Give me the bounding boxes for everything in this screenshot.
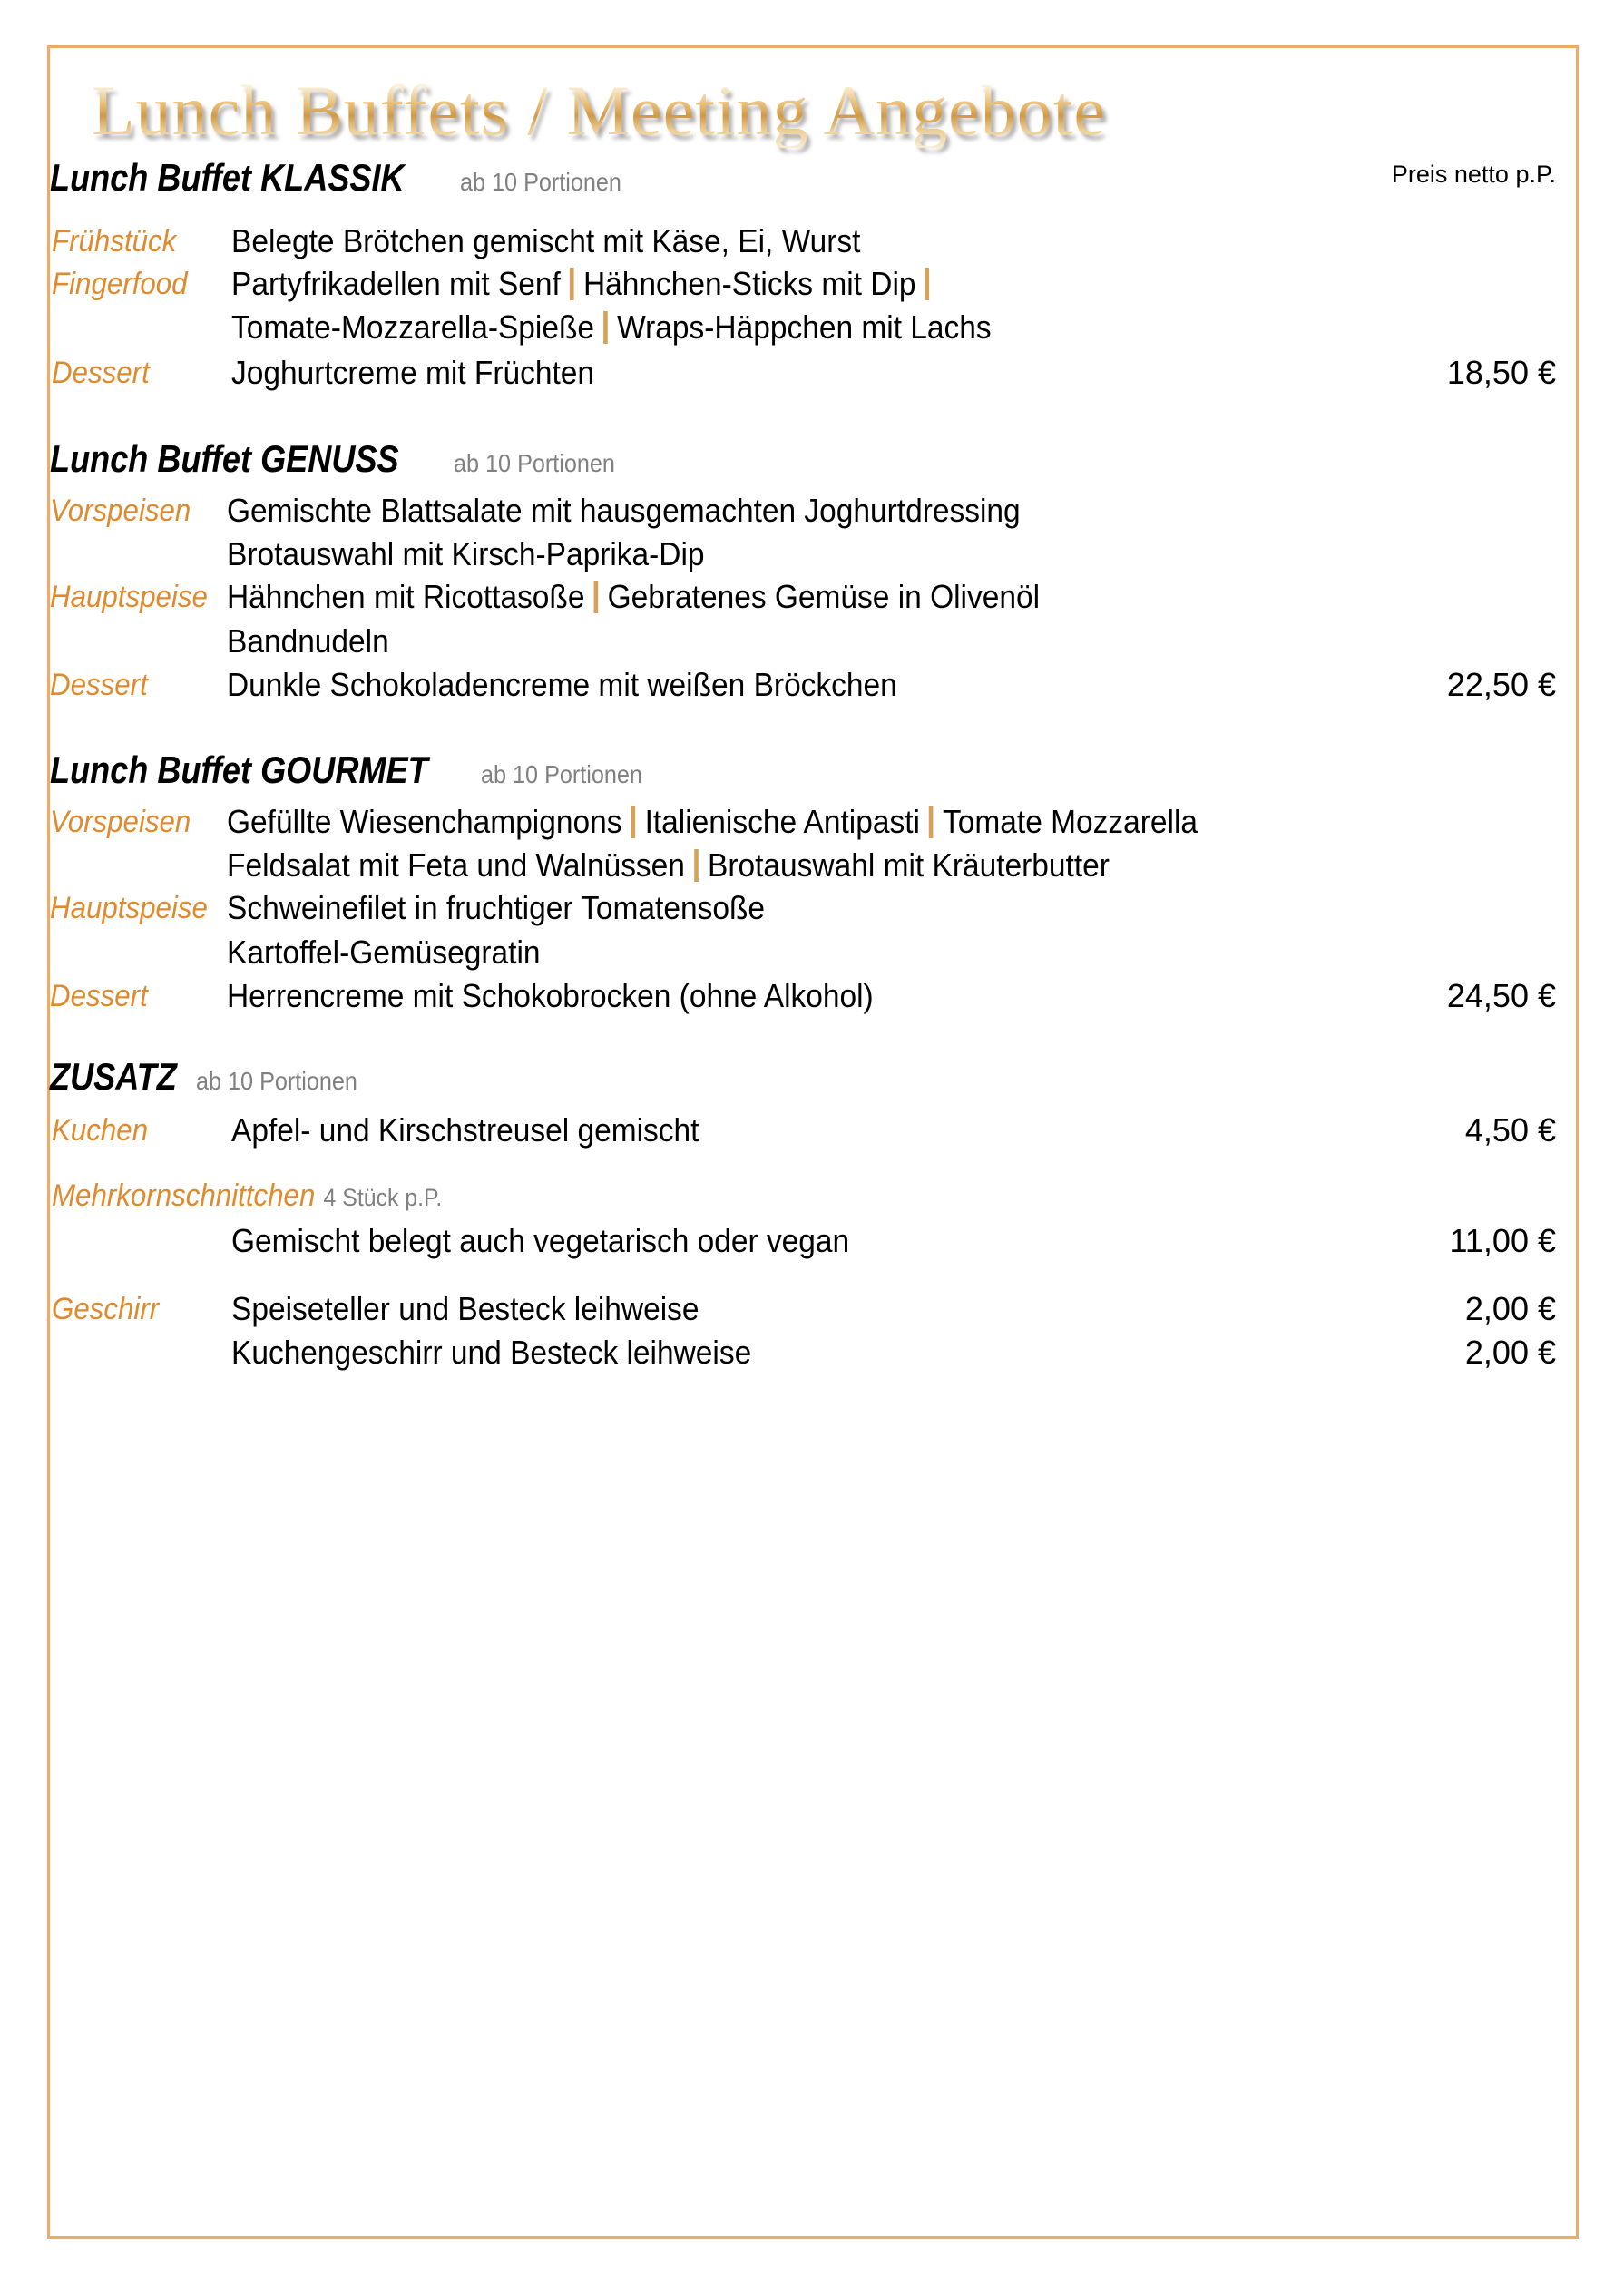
menu-row-label: Kuchen bbox=[52, 1113, 149, 1148]
menu-row-label: Dessert bbox=[50, 979, 148, 1013]
menu-page-inner bbox=[50, 48, 1576, 2236]
menu-item-text: Tomate Mozzarella bbox=[943, 803, 1198, 840]
menu-row-price: 4,50 € bbox=[1464, 1111, 1556, 1149]
menu-item-text: Herrencreme mit Schokobrocken (ohne Alkohol) bbox=[227, 977, 874, 1014]
menu-row-description bbox=[227, 973, 874, 1019]
menu-row-description bbox=[227, 532, 705, 577]
menu-row-description bbox=[231, 350, 594, 396]
section-heading bbox=[50, 437, 633, 480]
section-heading-name: Lunch Buffet KLASSIK bbox=[50, 156, 405, 199]
menu-row-label: Fingerfood bbox=[52, 267, 188, 301]
menu-item-text: Brotauswahl mit Kräuterbutter bbox=[708, 846, 1110, 884]
menu-row-price: 11,00 € bbox=[1449, 1222, 1556, 1259]
menu-row-price: 2,00 € bbox=[1464, 1334, 1556, 1371]
menu-row-label: Frühstück bbox=[52, 224, 177, 259]
menu-row bbox=[50, 1173, 1576, 1218]
menu-row bbox=[50, 1218, 1576, 1264]
item-separator-bar bbox=[631, 806, 636, 838]
menu-item-text: Feldsalat mit Feta und Walnüssen bbox=[227, 846, 685, 884]
menu-row bbox=[50, 574, 1576, 620]
item-separator-bar bbox=[570, 268, 574, 300]
menu-item-text: Gebratenes Gemüse in Olivenöl bbox=[607, 578, 1041, 615]
menu-row bbox=[50, 843, 1576, 888]
menu-item-text: Brotauswahl mit Kirsch-Paprika-Dip bbox=[227, 535, 705, 572]
menu-row bbox=[50, 973, 1576, 1019]
menu-row bbox=[50, 885, 1576, 931]
page-title: Lunch Buffets / Meeting Angebote bbox=[92, 71, 1107, 150]
item-separator-bar bbox=[925, 268, 930, 300]
menu-row-price: 22,50 € bbox=[1446, 666, 1556, 703]
menu-row-description bbox=[231, 1330, 751, 1375]
menu-row-label: Hauptspeise bbox=[50, 891, 208, 925]
menu-row bbox=[50, 261, 1576, 307]
menu-row bbox=[50, 1108, 1576, 1153]
menu-page bbox=[47, 45, 1579, 2239]
menu-row bbox=[50, 619, 1576, 664]
menu-item-text: Schweinefilet in fruchtiger Tomatensoße bbox=[227, 889, 766, 926]
menu-row-description bbox=[231, 1286, 699, 1332]
menu-item-text: Bandnudeln bbox=[227, 622, 389, 660]
menu-row-description bbox=[227, 488, 1021, 533]
menu-row bbox=[50, 930, 1576, 975]
menu-item-text: Gefüllte Wiesenchampignons bbox=[227, 803, 622, 840]
section-heading-name: Lunch Buffet GOURMET bbox=[50, 748, 428, 791]
menu-row-description bbox=[231, 1108, 699, 1153]
section-heading-note: ab 10 Portionen bbox=[454, 449, 616, 477]
menu-row-label: Dessert bbox=[52, 356, 150, 390]
menu-row-description bbox=[231, 1218, 849, 1264]
section-heading bbox=[50, 1055, 375, 1098]
section-heading-name: Lunch Buffet GENUSS bbox=[50, 437, 399, 480]
section-heading bbox=[50, 156, 640, 199]
item-separator-bar bbox=[694, 849, 699, 882]
section-heading-note: ab 10 Portionen bbox=[460, 168, 622, 196]
menu-row-description bbox=[231, 219, 860, 264]
menu-row-price: 2,00 € bbox=[1464, 1290, 1556, 1327]
item-separator-bar bbox=[603, 311, 608, 344]
price-column-header: Preis netto p.P. bbox=[1391, 161, 1556, 188]
menu-item-text: Joghurtcreme mit Früchten bbox=[231, 354, 595, 391]
item-separator-bar bbox=[929, 806, 934, 838]
menu-item-text: Gemischt belegt auch vegetarisch oder vegan bbox=[231, 1222, 850, 1259]
menu-row-description bbox=[231, 305, 992, 350]
menu-row-price: 24,50 € bbox=[1446, 977, 1556, 1014]
menu-item-text: Hähnchen mit Ricottasoße bbox=[227, 578, 585, 615]
menu-row-description bbox=[227, 930, 541, 975]
menu-item-text: Tomate-Mozzarella-Spieße bbox=[231, 308, 595, 346]
menu-row bbox=[50, 532, 1576, 577]
menu-row-description bbox=[227, 662, 897, 708]
menu-row-description bbox=[227, 619, 389, 664]
menu-item-text: Italienische Antipasti bbox=[644, 803, 920, 840]
menu-item-text: Wraps-Häppchen mit Lachs bbox=[617, 308, 992, 346]
menu-row bbox=[50, 1286, 1576, 1332]
section-heading-name: ZUSATZ bbox=[50, 1055, 177, 1098]
menu-item-text: Dunkle Schokoladencreme mit weißen Bröckchen bbox=[227, 666, 897, 703]
menu-row bbox=[50, 799, 1576, 845]
menu-row-label-note: 4 Stück p.P. bbox=[323, 1184, 443, 1211]
menu-row-label: Dessert bbox=[50, 668, 148, 702]
menu-row-label: Vorspeisen bbox=[50, 805, 191, 839]
menu-row-label: Geschirr bbox=[52, 1292, 160, 1326]
section-heading-note: ab 10 Portionen bbox=[480, 760, 642, 788]
menu-row-price: 18,50 € bbox=[1446, 354, 1556, 391]
menu-item-text: Belegte Brötchen gemischt mit Käse, Ei, Wurst bbox=[231, 222, 861, 259]
menu-row bbox=[50, 305, 1576, 350]
section-heading bbox=[50, 748, 660, 791]
menu-row-description bbox=[227, 885, 765, 931]
menu-item-text: Gemischte Blattsalate mit hausgemachten Joghurtdressing bbox=[227, 492, 1021, 529]
item-separator-bar bbox=[594, 581, 599, 613]
section-heading-note: ab 10 Portionen bbox=[195, 1067, 357, 1095]
menu-item-text: Kartoffel-Gemüsegratin bbox=[227, 934, 541, 971]
menu-item-text: Speiseteller und Besteck leihweise bbox=[231, 1290, 699, 1327]
menu-row bbox=[50, 662, 1576, 708]
menu-row-description bbox=[231, 261, 939, 307]
menu-row-description bbox=[227, 574, 1040, 620]
menu-row-description bbox=[227, 843, 1110, 888]
menu-row bbox=[50, 1330, 1576, 1375]
menu-row-label: Mehrkornschnittchen 4 Stück p.P. bbox=[52, 1178, 443, 1213]
menu-row bbox=[50, 488, 1576, 533]
menu-item-text: Partyfrikadellen mit Senf bbox=[231, 265, 561, 302]
menu-row-label: Hauptspeise bbox=[50, 580, 208, 614]
menu-item-text: Apfel- und Kirschstreusel gemischt bbox=[231, 1111, 699, 1149]
menu-item-text: Hähnchen-Sticks mit Dip bbox=[582, 265, 916, 302]
menu-row bbox=[50, 350, 1576, 396]
menu-row-label: Vorspeisen bbox=[50, 494, 191, 528]
menu-row bbox=[50, 219, 1576, 264]
menu-row-description bbox=[227, 799, 1198, 845]
menu-item-text: Kuchengeschirr und Besteck leihweise bbox=[231, 1334, 752, 1371]
